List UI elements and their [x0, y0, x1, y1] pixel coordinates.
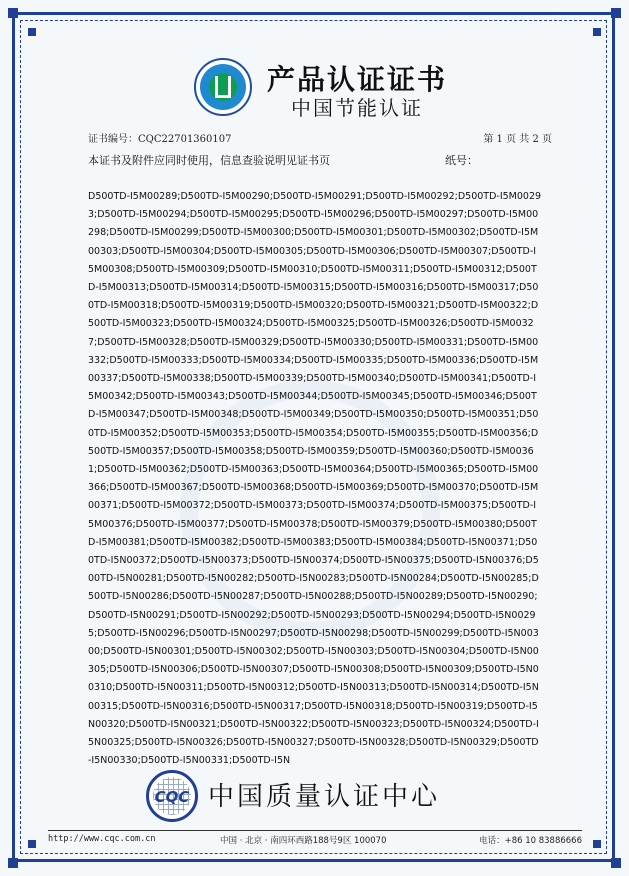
corner-ornament-top-left-inner [28, 28, 36, 36]
footer-address: 中国 · 北京 · 南四环西路188号9区 100070 [220, 836, 387, 846]
model-list: D500TD-I5M00289;D500TD-I5M00290;D500TD-I5M00291;D500TD-I5M00292;D500TD-I5M00293;D500TD-I5M00294;D500TD-I5M00295;D500TD-I5M00296;D500TD-I5M00297;D500TD-I5M00298;D500TD-I5M00299;D500TD-I5M00300;D500TD-I5M00301;D500TD-I5M00302;D500TD-I5M00303;D500TD-I5M00304;D500TD-I5M00305;D500TD-I5M00306;D500TD-I5M00307;D500TD-I5M00308;D500TD-I5M00309;D500TD-I5M00310;D500TD-I5M00311;D500TD-I5M00312;D500TD-I5M00313;D500TD-I5M00314;D500TD-I5M00315;D500TD-I5M00316;D500TD-I5M00317;D500TD-I5M00318;D500TD-I5M00319;D500TD-I5M00320;D500TD-I5M00321;D500TD-I5M00322;D500TD-I5M00323;D500TD-I5M00324;D500TD-I5M00325;D500TD-I5M00326;D500TD-I5M00327;D500TD-I5M00328;D500TD-I5M00329;D500TD-I5M00330;D500TD-I5M00331;D500TD-I5M00332;D500TD-I5M00333;D500TD-I5M00334;D500TD-I5M00335;D500TD-I5M00336;D500TD-I5M00337;D500TD-I5M00338;D500TD-I5M00339;D500TD-I5M00340;D500TD-I5M00341;D500TD-I5M00342;D500TD-I5M00343;D500TD-I5M00344;D500TD-I5M00345;D500TD-I5M00346;D500TD-I5M00347;D500TD-I5M00348;D500TD-I5M00349;D500TD-I5M00350;D500TD-I5M00351;D500TD-I5M00352;D500TD-I5M00353;D500TD-I5M00354;D500TD-I5M00355;D500TD-I5M00356;D500TD-I5M00357;D500TD-I5M00358;D500TD-I5M00359;D500TD-I5M00360;D500TD-I5M00361;D500TD-I5M00362;D500TD-I5M00363;D500TD-I5M00364;D500TD-I5M00365;D500TD-I5M00366;D500TD-I5M00367;D500TD-I5M00368;D500TD-I5M00369;D500TD-I5M00370;D500TD-I5M00371;D500TD-I5M00372;D500TD-I5M00373;D500TD-I5M00374;D500TD-I5M00375;D500TD-I5M00376;D500TD-I5M00377;D500TD-I5M00378;D500TD-I5M00379;D500TD-I5M00380;D500TD-I5M00381;D500TD-I5M00382;D500TD-I5M00383;D500TD-I5M00384;D500TD-I5N00371;D500TD-I5N00372;D500TD-I5N00373;D500TD-I5N00374;D500TD-I5N00375;D500TD-I5N00376;D500TD-I5N00281;D500TD-I5N00282;D500TD-I5N00283;D500TD-I5N00284;D500TD-I5N00285;D500TD-I5N00286;D500TD-I5N00287;D500TD-I5N00288;D500TD-I5N00289;D500TD-I5N00290;D500TD-I5N00291;D500TD-I5N00292;D500TD-I5N00293;D500TD-I5N00294;D500TD-I5N00295;D500TD-I5N00296;D500TD-I5N00297;D500TD-I5N00298;D500TD-I5N00299;D500TD-I5N00300;D500TD-I5N00301;D500TD-I5N00302;D500TD-I5N00303;D500TD-I5N00304;D500TD-I5N00305;D500TD-I5N00306;D500TD-I5N00307;D500TD-I5N00308;D500TD-I5N00309;D500TD-I5N00310;D500TD-I5N00311;D500TD-I5N00312;D500TD-I5N00313;D500TD-I5N00314;D500TD-I5N00315;D500TD-I5N00316;D500TD-I5N00317;D500TD-I5N00318;D500TD-I5N00319;D500TD-I5N00320;D500TD-I5N00321;D500TD-I5N00322;D500TD-I5N00323;D500TD-I5N00324;D500TD-I5N00325;D500TD-I5N00326;D500TD-I5N00327;D500TD-I5N00328;D500TD-I5N00329;D500TD-I5N00330;D500TD-I5N00331;D500TD-I5N [88, 191, 542, 767]
energy-conservation-logo-icon [194, 58, 252, 116]
paper-number-label: 纸号： [445, 154, 478, 167]
footer-divider [48, 830, 582, 831]
corner-ornament-bottom-right-inner [593, 840, 601, 848]
page-info: 第 1 页 共 2 页 [483, 134, 552, 145]
corner-ornament-bottom-left [8, 858, 18, 868]
corner-ornament-top-right-inner [593, 28, 601, 36]
footer-website: http://www.cqc.com.cn [48, 834, 156, 844]
organization-name: 中国质量认证中心 [208, 782, 441, 812]
corner-ornament-bottom-left-inner [28, 840, 36, 848]
corner-ornament-bottom-right [611, 858, 621, 868]
corner-ornament-top-left [8, 8, 18, 18]
usage-note-text: 本证书及附件应同时使用，信息查验说明见证书页 [88, 154, 330, 167]
cqc-organization [140, 764, 480, 824]
corner-ornament-top-right [611, 8, 621, 18]
certificate-number: 证书编号：CQC22701360107 [88, 134, 232, 145]
cqc-logo-icon: CQC [146, 770, 198, 822]
certificate-subtitle: 中国节能认证 [291, 96, 423, 120]
footer-phone: 电话：+86 10 83886666 [479, 836, 582, 846]
certificate-title: 产品认证证书 [266, 63, 447, 96]
